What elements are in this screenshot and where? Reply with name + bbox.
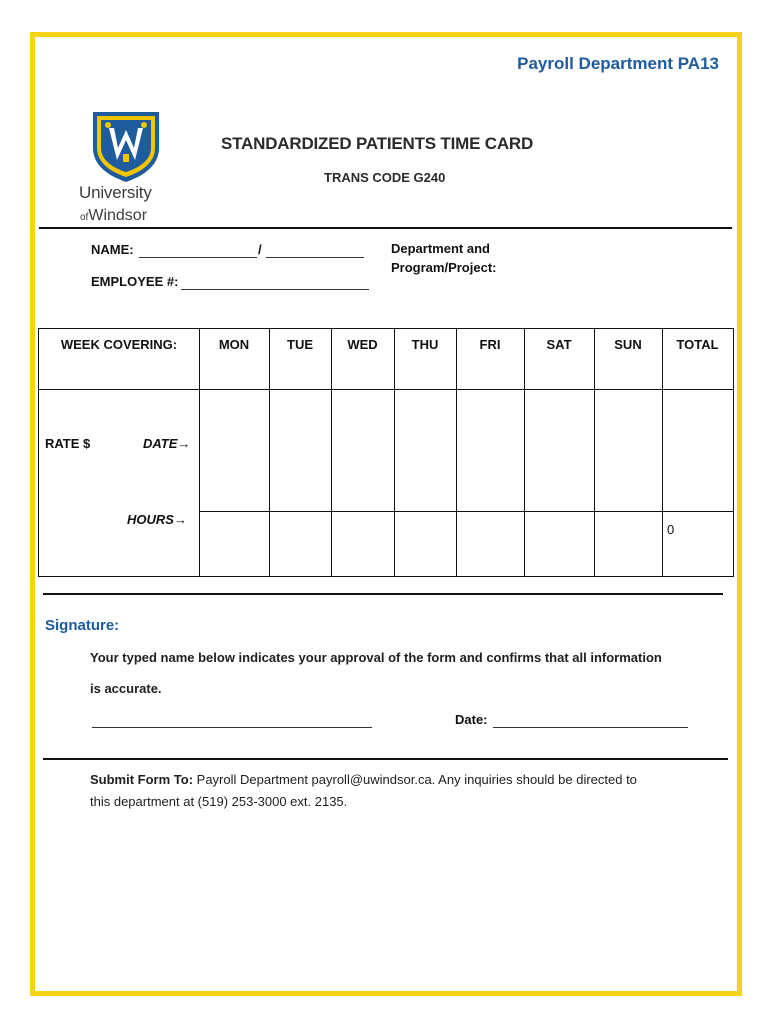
form-title: STANDARDIZED PATIENTS TIME CARD [221,134,534,153]
day-header-wed: WED [347,337,378,352]
submit-text-1: Payroll Department payroll@uwindsor.ca. Any inquiries should be directed to [196,772,637,787]
hours-row-label: HOURS→ [127,512,187,527]
department-code: Payroll Department PA13 [517,54,719,73]
grid-line [394,329,395,576]
week-covering-header: WEEK COVERING: [60,337,178,352]
total-hours-value: 0 [667,522,675,537]
signature-heading: Signature: [45,617,120,634]
name-first-field[interactable] [139,257,257,258]
rate-label: RATE $ [45,436,91,451]
grid-line [524,329,525,576]
signature-date-field[interactable] [493,727,688,728]
submit-text-2: this department at (519) 253-3000 ext. 2135. [90,794,348,809]
department-label-1: Department and [391,241,490,256]
day-header-fri: FRI [479,337,501,352]
total-header: TOTAL [676,337,719,352]
grid-line [456,329,457,576]
submit-instructions [90,769,710,813]
submit-divider [43,758,728,760]
signature-statement-2: is accurate. [90,681,162,696]
trans-code: TRANS CODE G240 [324,170,446,185]
employee-number-label: EMPLOYEE #: [91,274,179,289]
grid-line [199,329,200,576]
grid-line [269,329,270,576]
signature-statement-1: Your typed name below indicates your approval of the form and confirms that all information [90,650,662,665]
department-label-2: Program/Project: [391,260,497,275]
name-label: NAME: [91,242,134,257]
name-last-field[interactable] [266,257,364,258]
timesheet-table [38,328,734,577]
grid-line [594,329,595,576]
employee-number-field[interactable] [181,289,369,290]
grid-line [662,329,663,576]
day-header-mon: MON [218,337,250,352]
signature-date-label: Date: [455,712,488,727]
day-header-tue: TUE [287,337,313,352]
university-shield-logo [81,108,171,182]
grid-line [199,511,733,512]
name-separator: / [258,242,262,257]
day-header-sat: SAT [546,337,572,352]
grid-line [331,329,332,576]
header-divider [39,227,732,229]
signature-name-field[interactable] [92,727,372,728]
submit-label: Submit Form To: [90,772,194,787]
day-header-sun: SUN [614,337,642,352]
day-header-thu: THU [411,337,439,352]
logo-windsor-text: ofWindsor [80,207,148,224]
form-frame [30,32,742,996]
grid-line [39,389,733,390]
signature-divider [43,593,723,595]
date-row-label: DATE→ [143,436,191,451]
logo-university-text: University [79,183,152,202]
